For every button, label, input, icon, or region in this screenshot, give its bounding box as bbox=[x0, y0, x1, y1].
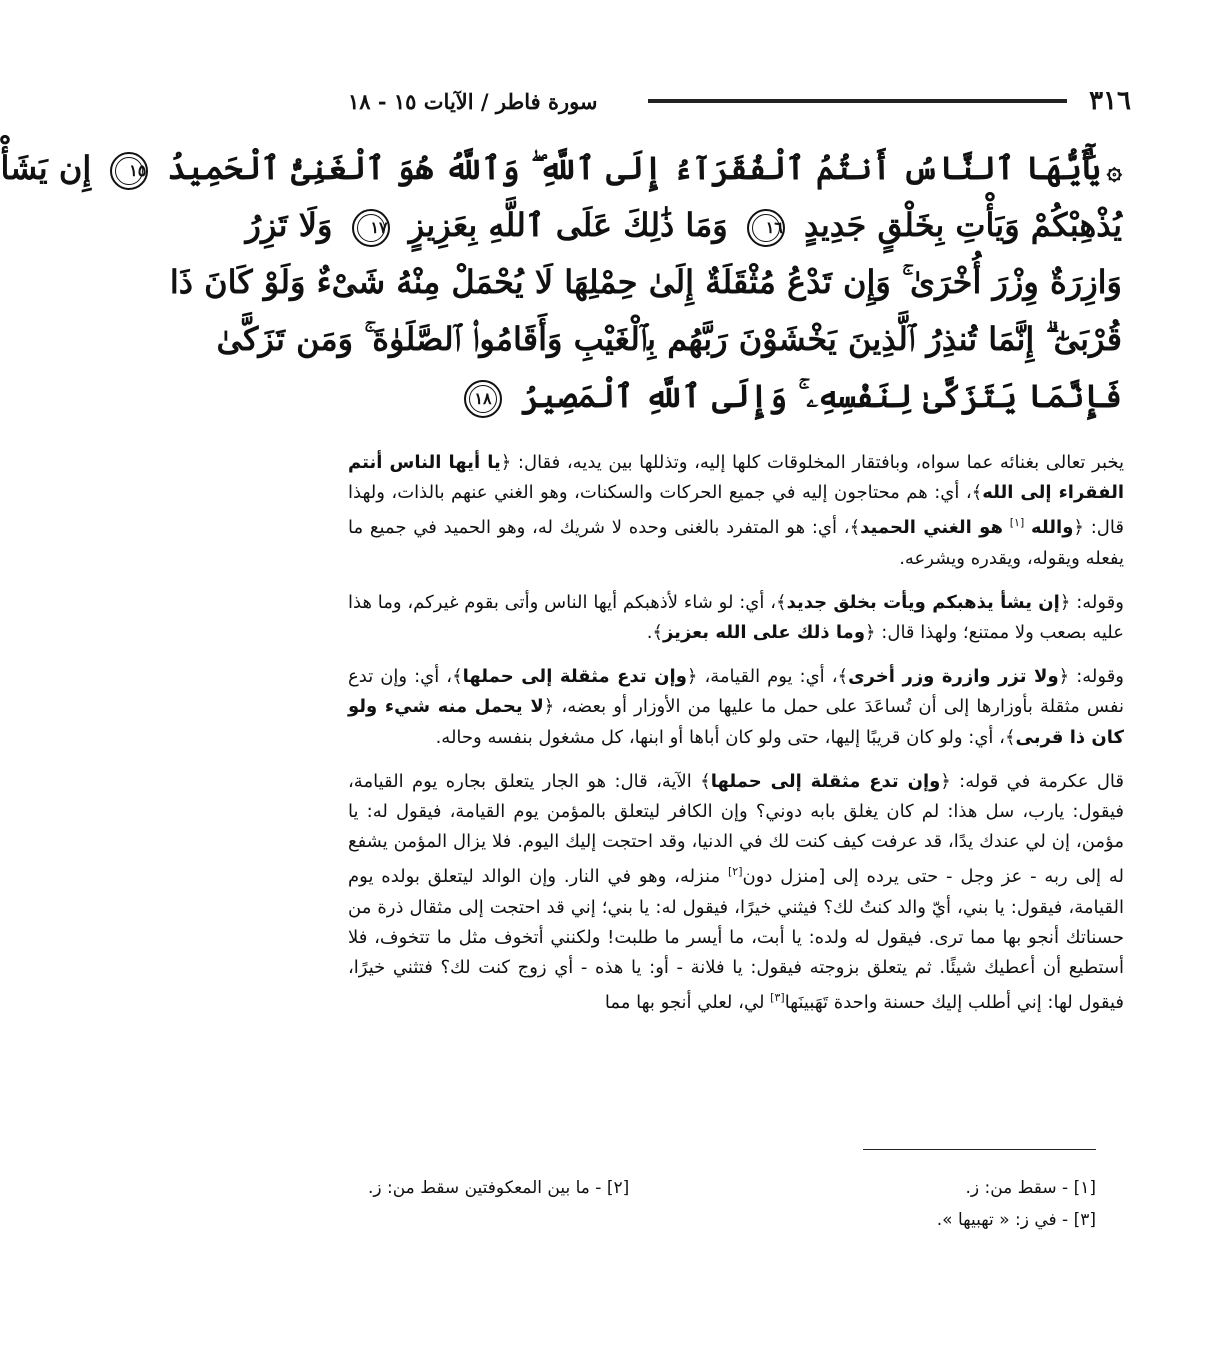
text-run: ﴾، أي: هو المتفرد بالغنى وحده لا شريك له، وهو الحميد في جميع ما يفعله ويقوله، ويقدره ويشرعه. bbox=[348, 517, 1124, 569]
text-run: وقوله: ﴿ bbox=[1059, 591, 1124, 613]
verse-text: فَإِنَّمَا يَتَزَكَّىٰ لِنَفْسِهِۦ ۚ وَإِلَى ٱللَّهِ ٱلْمَصِيرُ bbox=[521, 377, 1122, 415]
commentary-paragraph bbox=[348, 448, 1124, 574]
ayah-number-marker: ١٥ bbox=[110, 152, 148, 190]
commentary-paragraph bbox=[348, 662, 1124, 753]
running-head: سورة فاطر / الآيات ١٥ - ١٨ bbox=[348, 88, 598, 114]
footnote-3: [٣] - في ز: « تهبيها ». bbox=[936, 1210, 1096, 1230]
ayah-number-marker: ١٨ bbox=[464, 380, 502, 418]
page-header bbox=[348, 84, 1131, 118]
quoted-verse: ولا تزر وازرة وزر أخرى bbox=[848, 666, 1059, 688]
footnotes bbox=[368, 1172, 1096, 1236]
ayah-number-marker: ١٧ bbox=[352, 209, 390, 247]
quoted-verse: وما ذلك على الله بعزيز bbox=[662, 622, 866, 644]
text-run: ﴾، أي: ولو كان قريبًا إليها، حتى ولو كان أباها أو ابنها، كل مشغول بنفسه وحاله. bbox=[435, 726, 1016, 748]
quoted-verse: وإن تدع مثقلة إلى حملها bbox=[710, 770, 941, 792]
text-run: وقوله: ﴿ bbox=[1058, 666, 1124, 688]
verse-text: يُذْهِبْكُمْ وَيَأْتِ بِخَلْقٍ جَدِيدٍ bbox=[804, 206, 1122, 244]
quran-line bbox=[0, 140, 1122, 197]
text-run: ﴾، أي: يوم القيامة، ﴿ bbox=[686, 666, 849, 688]
quran-verses bbox=[0, 140, 1122, 425]
rub-el-hizb-icon: ۞ bbox=[1106, 156, 1122, 186]
footnote-2: [٢] - ما بين المعكوفتين سقط من: ز. bbox=[368, 1178, 630, 1198]
text-run: منزله، وهو في النار. وإن الوالد ليتعلق بولده يوم القيامة، فيقول: يا بني، أيّ والد كنتُ لك؟ فيثني خيرًا، فيقول له: يا بني؛ إني قد احتجت إلى مثقال ذرة من حسناتك أنجو بها مما ترى. فيقول له ولده: يا أبت، ما أيسر ما طلبت! ولكنني أتخوف مثل ما تتخوف، فلا أستطيع أن أعطيك شيئًا. ثم يتعلق بزوجته فيقول: يا فلانة - أو: يا هذه - أي زوج كنت لك؟ فتثني خيرًا، فيقول لها: إني أطلب إليك حسنة واحدة تَهَبينَها bbox=[348, 866, 1124, 1014]
text-run: ﴾، أي: هم محتاجون إليه في جميع الحركات والسكنات، وهو الغني عنهم بالذات، ولهذا قال: ﴿ bbox=[348, 482, 1124, 539]
ayah-number-marker: ١٦ bbox=[747, 209, 785, 247]
quran-line: قُرْبَىٰٓ ۗ إِنَّمَا تُنذِرُ ٱلَّذِينَ يَخْشَوْنَ رَبَّهُم بِٱلْغَيْبِ وَأَقَامُوا۟ ٱلصَّلَوٰةَ ۚ وَمَن تَزَكَّىٰ bbox=[216, 320, 1122, 358]
footnote-ref: [٣] bbox=[770, 991, 785, 1005]
quran-line bbox=[245, 197, 1122, 254]
page-number: ٣١٦ bbox=[1089, 86, 1131, 116]
verse-text: وَمَا ذَٰلِكَ عَلَى ٱللَّهِ بِعَزِيزٍ bbox=[408, 206, 728, 244]
text-run: ﴾. bbox=[646, 622, 663, 644]
quran-line: وَازِرَةٌ وِزْرَ أُخْرَىٰ ۚ وَإِن تَدْعُ مُثْقَلَةٌ إِلَىٰ حِمْلِهَا لَا يُحْمَلْ مِنْهُ شَىْءٌ وَلَوْ كَانَ ذَا bbox=[169, 263, 1122, 301]
text-run: ﴾، أي: وإن تدع نفس مثقلة بأوزارها إلى أن تُساعَدَ على حمل ما عليها من الأوزار أو بعضه، ﴿ bbox=[348, 666, 1124, 718]
text-run: يخبر تعالى بغنائه عما سواه، وبافتقار المخلوقات كلها إليه، وتذللها بين يديه، فقال: ﴿ bbox=[500, 452, 1125, 473]
quoted-verse: إن يشأ يذهبكم ويأت بخلق جديد bbox=[786, 591, 1060, 613]
footnote-1: [١] - سقط من: ز. bbox=[965, 1178, 1096, 1198]
text-run: لي، لعلي أنجو بها مما bbox=[604, 992, 765, 1014]
commentary-text bbox=[348, 448, 1124, 1032]
quoted-verse: وإن تدع مثقلة إلى حملها bbox=[462, 666, 687, 688]
commentary-paragraph bbox=[348, 767, 1124, 1019]
text-run: قال عكرمة في قوله: ﴿ bbox=[940, 770, 1124, 792]
header-rule bbox=[648, 99, 1068, 103]
footnote-ref: [٢] bbox=[727, 865, 743, 879]
quoted-verse: يا أيها الناس أنتم الفقراء إلى الله bbox=[348, 452, 1124, 504]
quoted-verse: هو الغني الحميد bbox=[860, 517, 1003, 539]
footnote-rule bbox=[863, 1149, 1096, 1150]
footnote-ref: [١] bbox=[1009, 516, 1025, 530]
text-run: ﴾، أي: لو شاء لأذهبكم أيها الناس وأتى بقوم غيركم، وما هذا عليه بصعب ولا ممتنع؛ ولهذا قال: ﴿ bbox=[348, 591, 1124, 644]
text-run: ﴾ الآية، قال: هو الجار يتعلق بجاره يوم القيامة، فيقول: يارب، سل هذا: لم كان يغلق بابه دوني؟ وإن الكافر ليتعلق بالمؤمن يوم القيامة، فيقول له: يا مؤمن، إن لي عندك يدًا، قد عرفت كيف كنت لك في الدنيا، وقد احتجت إليك اليوم. فلا يزال المؤمن يشفع له إلى ربه - عز وجل - حتى يرده إلى [منزل دون bbox=[348, 770, 1125, 888]
verse-text: وَلَا تَزِرُ bbox=[245, 206, 333, 244]
verse-text: إِن يَشَأْ bbox=[0, 149, 92, 187]
quoted-verse: لا يحمل منه شيء ولو كان ذا قربى bbox=[348, 696, 1124, 748]
quoted-verse: والله bbox=[1031, 517, 1074, 539]
verse-text: يَٰٓأَيُّهَا ٱلنَّاسُ أَنتُمُ ٱلْفُقَرَآءُ إِلَى ٱللَّهِ ۖ وَٱللَّهُ هُوَ ٱلْغَنِىُّ ٱلْحَمِيدُ bbox=[167, 149, 1101, 187]
quran-line bbox=[354, 368, 1122, 425]
footnote-row bbox=[368, 1204, 1096, 1236]
footnote-row bbox=[368, 1172, 1096, 1204]
commentary-paragraph bbox=[348, 588, 1124, 648]
